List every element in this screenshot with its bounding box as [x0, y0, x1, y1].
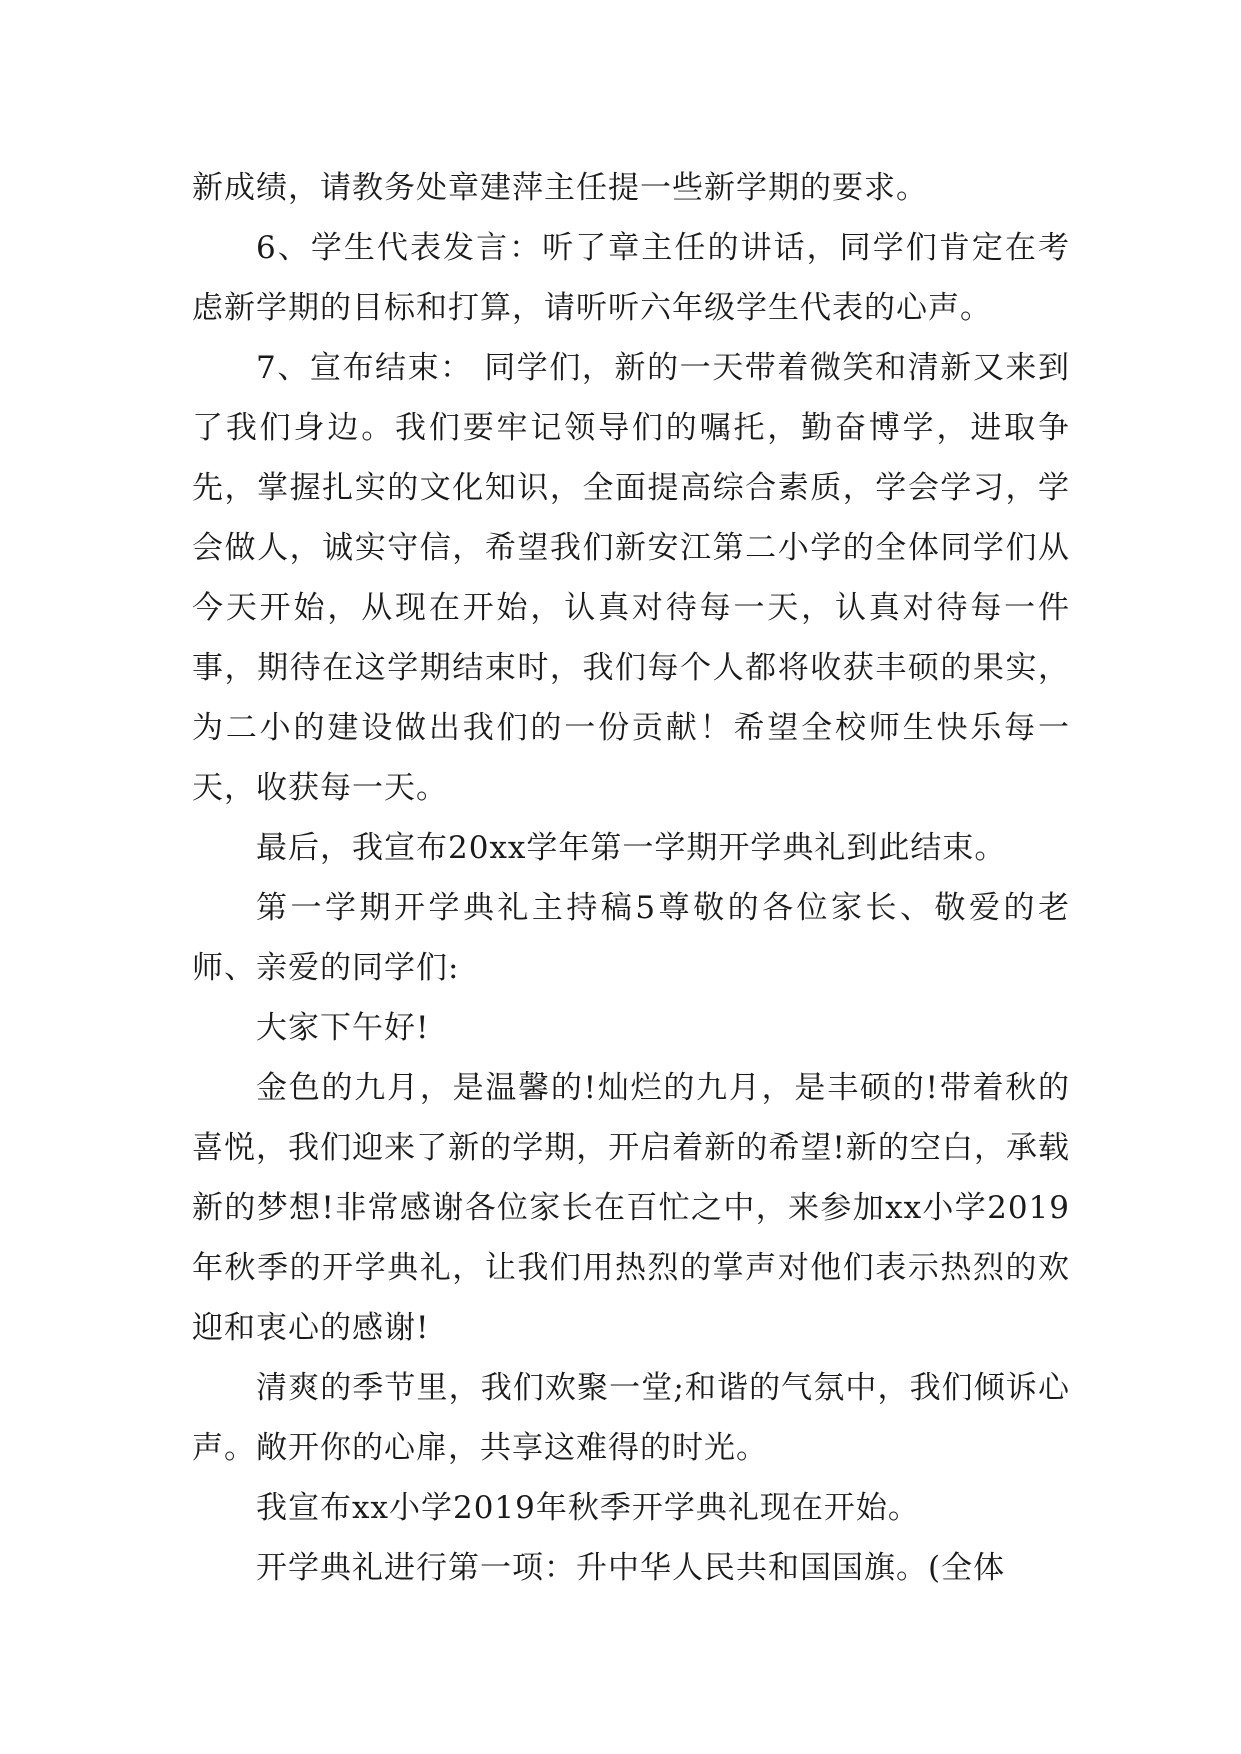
paragraph-2: 6、学生代表发言：听了章主任的讲话，同学们肯定在考虑新学期的目标和打算，请听听六年级学生代表的心声。 — [192, 230, 1070, 326]
paragraph-8: 清爽的季节里，我们欢聚一堂;和谐的气氛中，我们倾诉心声。敞开你的心扉，共享这难得的时光。 — [192, 1370, 1070, 1466]
paragraph-5: 第一学期开学典礼主持稿5尊敬的各位家长、敬爱的老师、亲爱的同学们: — [192, 890, 1070, 986]
document-body — [192, 158, 1070, 1598]
paragraph-1: 新成绩，请教务处章建萍主任提一些新学期的要求。 — [192, 170, 928, 206]
paragraph-4: 最后，我宣布20xx学年第一学期开学典礼到此结束。 — [256, 830, 1007, 866]
paragraph-9: 我宣布xx小学2019年秋季开学典礼现在开始。 — [256, 1490, 920, 1526]
paragraph-3: 7、宣布结束： 同学们，新的一天带着微笑和清新又来到了我们身边。我们要牢记领导们的嘱托，勤奋博学，进取争先，掌握扎实的文化知识，全面提高综合素质，学会学习，学会做人，诚实守信，希望我们新安江第二小学的全体同学们从今天开始，从现在开始，认真对待每一天，认真对待每一件事，期待在这学期结束时，我们每个人都将收获丰硕的果实，为二小的建设做出我们的一份贡献！希望全校师生快乐每一天，收获每一天。 — [192, 350, 1070, 806]
paragraph-6: 大家下午好! — [256, 1010, 430, 1046]
paragraph-10: 开学典礼进行第一项：升中华人民共和国国旗。(全体 — [256, 1550, 1006, 1586]
paragraph-7: 金色的九月，是温馨的!灿烂的九月，是丰硕的!带着秋的喜悦，我们迎来了新的学期，开启着新的希望!新的空白，承载新的梦想!非常感谢各位家长在百忙之中，来参加xx小学2019年秋季的开学典礼，让我们用热烈的掌声对他们表示热烈的欢迎和衷心的感谢! — [192, 1070, 1070, 1346]
